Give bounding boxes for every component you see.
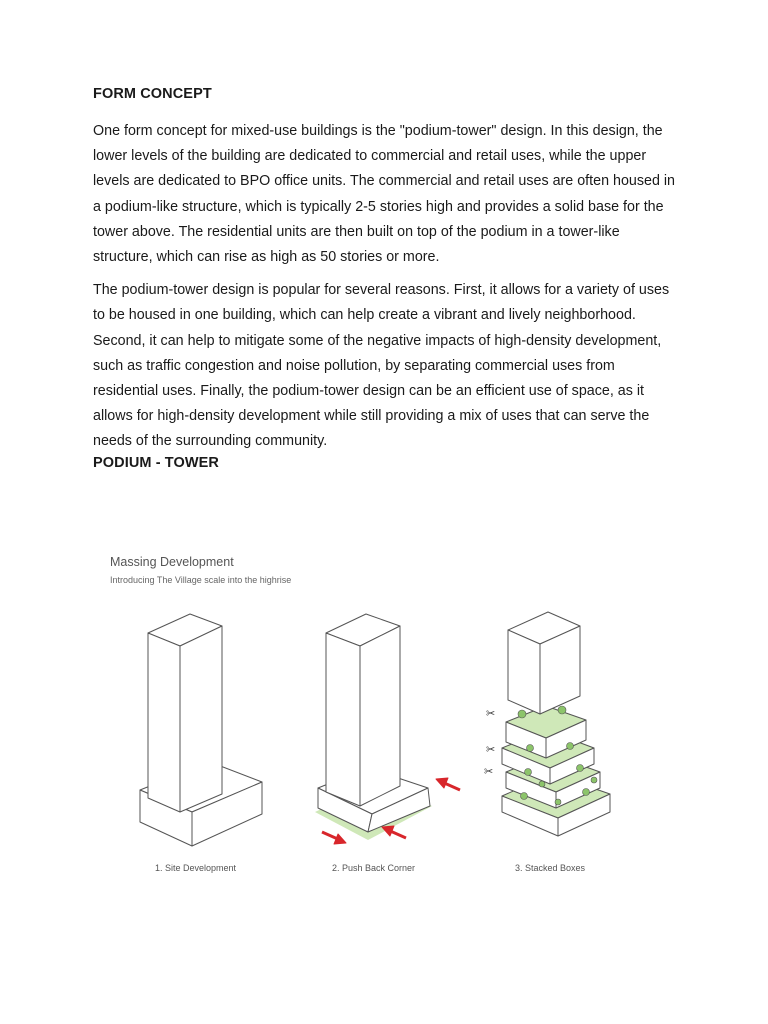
b1-tower-left xyxy=(148,633,180,812)
figure-title: Massing Development xyxy=(110,555,234,569)
caption-2: 2. Push Back Corner xyxy=(332,863,416,873)
massing-figure xyxy=(110,550,630,890)
scissors-icon: ✂ xyxy=(486,708,496,720)
building-3-stacked-boxes xyxy=(484,612,610,836)
scissors-icon: ✂ xyxy=(486,744,496,756)
scissors-icon: ✂ xyxy=(484,766,494,778)
heading-podium-tower: PODIUM - TOWER xyxy=(93,454,219,471)
b2-arrow-right xyxy=(436,778,460,790)
building-2-push-back-corner xyxy=(315,614,460,844)
caption-3: 3. Stacked Boxes xyxy=(515,863,586,873)
b2-arrow-bottom xyxy=(382,826,406,838)
paragraph-2: The podium-tower design is popular for several reasons. First, it allows for a variety of uses to be housed in one building, which can help create a vibrant and lively neighborhood. Second, it can help to mitigate some of the negative impacts of high-density development, such as traffic congestion and noise pollution, by separating commercial uses from residential uses. Finally, the podium-tower design can be an efficient use of space, as it allows for high-density development while still providing a mix of uses that can serve the needs of the surrounding community. xyxy=(93,282,670,450)
massing-diagram xyxy=(110,550,630,880)
figure-subtitle: Introducing The Village scale into the highrise xyxy=(110,575,292,585)
b2-arrow-left xyxy=(322,832,346,844)
b2-tower-right xyxy=(360,626,400,806)
heading-form-concept: FORM CONCEPT xyxy=(93,86,212,102)
document-body xyxy=(93,86,683,471)
b3-top-box-left xyxy=(508,630,540,714)
paragraph-1: One form concept for mixed-use buildings is the "podium-tower" design. In this design, the lower levels of the building are dedicated to commercial and retail uses, while the upper levels are dedicated to BPO office units. The commercial and retail uses are often housed in a podium-like structure, which is typically 2-5 stories high and provides a solid base for the tower above. The residential units are then built on top of the podium in a tower-like structure, which can rise as high as 50 stories or more. xyxy=(93,123,675,266)
building-1-site-development xyxy=(140,614,262,846)
caption-1: 1. Site Development xyxy=(155,863,237,873)
b1-tower-right xyxy=(180,626,222,812)
b2-tower-left xyxy=(326,633,360,806)
